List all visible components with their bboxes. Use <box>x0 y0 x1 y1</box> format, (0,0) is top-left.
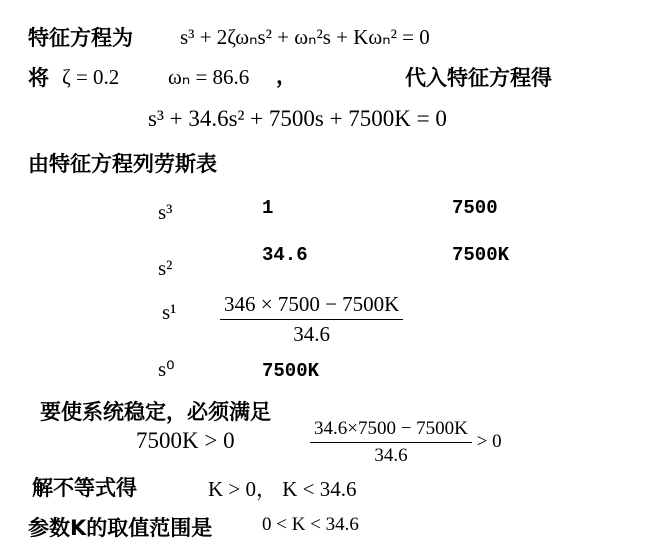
routh-s1-numerator: 346 × 7500 − 7500K <box>220 292 403 320</box>
routh-s0-c1: 7500K <box>262 360 320 382</box>
routh-heading: 由特征方程列劳斯表 <box>28 152 217 176</box>
stability-cond2-fraction <box>310 418 472 467</box>
routh-power-s2: s² <box>158 256 173 280</box>
numeric-eq: s³ + 34.6s² + 7500s + 7500K = 0 <box>148 106 447 131</box>
comma: ， <box>276 64 297 88</box>
routh-s1-fraction <box>220 292 403 347</box>
char-eq-label: 特征方程为 <box>28 26 133 50</box>
stability-cond2 <box>310 418 502 467</box>
stability-cond2-numerator: 34.6×7500 − 7500K <box>310 418 472 443</box>
substitute-suffix: 代入特征方程得 <box>405 66 552 90</box>
routh-power-s3: s³ <box>158 200 173 224</box>
range-result: 0 < K < 34.6 <box>262 514 359 535</box>
routh-s2-c1: 34.6 <box>262 244 308 266</box>
stability-cond1: 7500K > 0 <box>136 428 235 453</box>
routh-s3-c1: 1 <box>262 197 274 219</box>
char-eq: s³ + 2ζωₙs² + ωₙ²s + Kωₙ² = 0 <box>180 25 430 49</box>
routh-s1-denominator: 34.6 <box>293 322 331 346</box>
routh-power-s0: s⁰ <box>158 357 175 381</box>
routh-s3-c2: 7500 <box>452 197 498 219</box>
solve-result: K > 0， K < 34.6 <box>208 477 357 501</box>
substitute-prefix: 将 <box>28 66 49 90</box>
stability-heading: 要使系统稳定，必须满足 <box>40 400 271 424</box>
omega-value: ωₙ = 86.6 <box>168 65 250 89</box>
stability-cond2-rhs: > 0 <box>476 430 502 452</box>
stability-cond2-denominator: 34.6 <box>374 445 408 466</box>
solve-label: 解不等式得 <box>32 476 137 500</box>
range-label: 参数K的取值范围是 <box>28 516 213 540</box>
routh-power-s1: s¹ <box>162 300 177 324</box>
routh-s2-c2: 7500K <box>452 244 510 266</box>
zeta-value: ζ = 0.2 <box>62 65 120 89</box>
